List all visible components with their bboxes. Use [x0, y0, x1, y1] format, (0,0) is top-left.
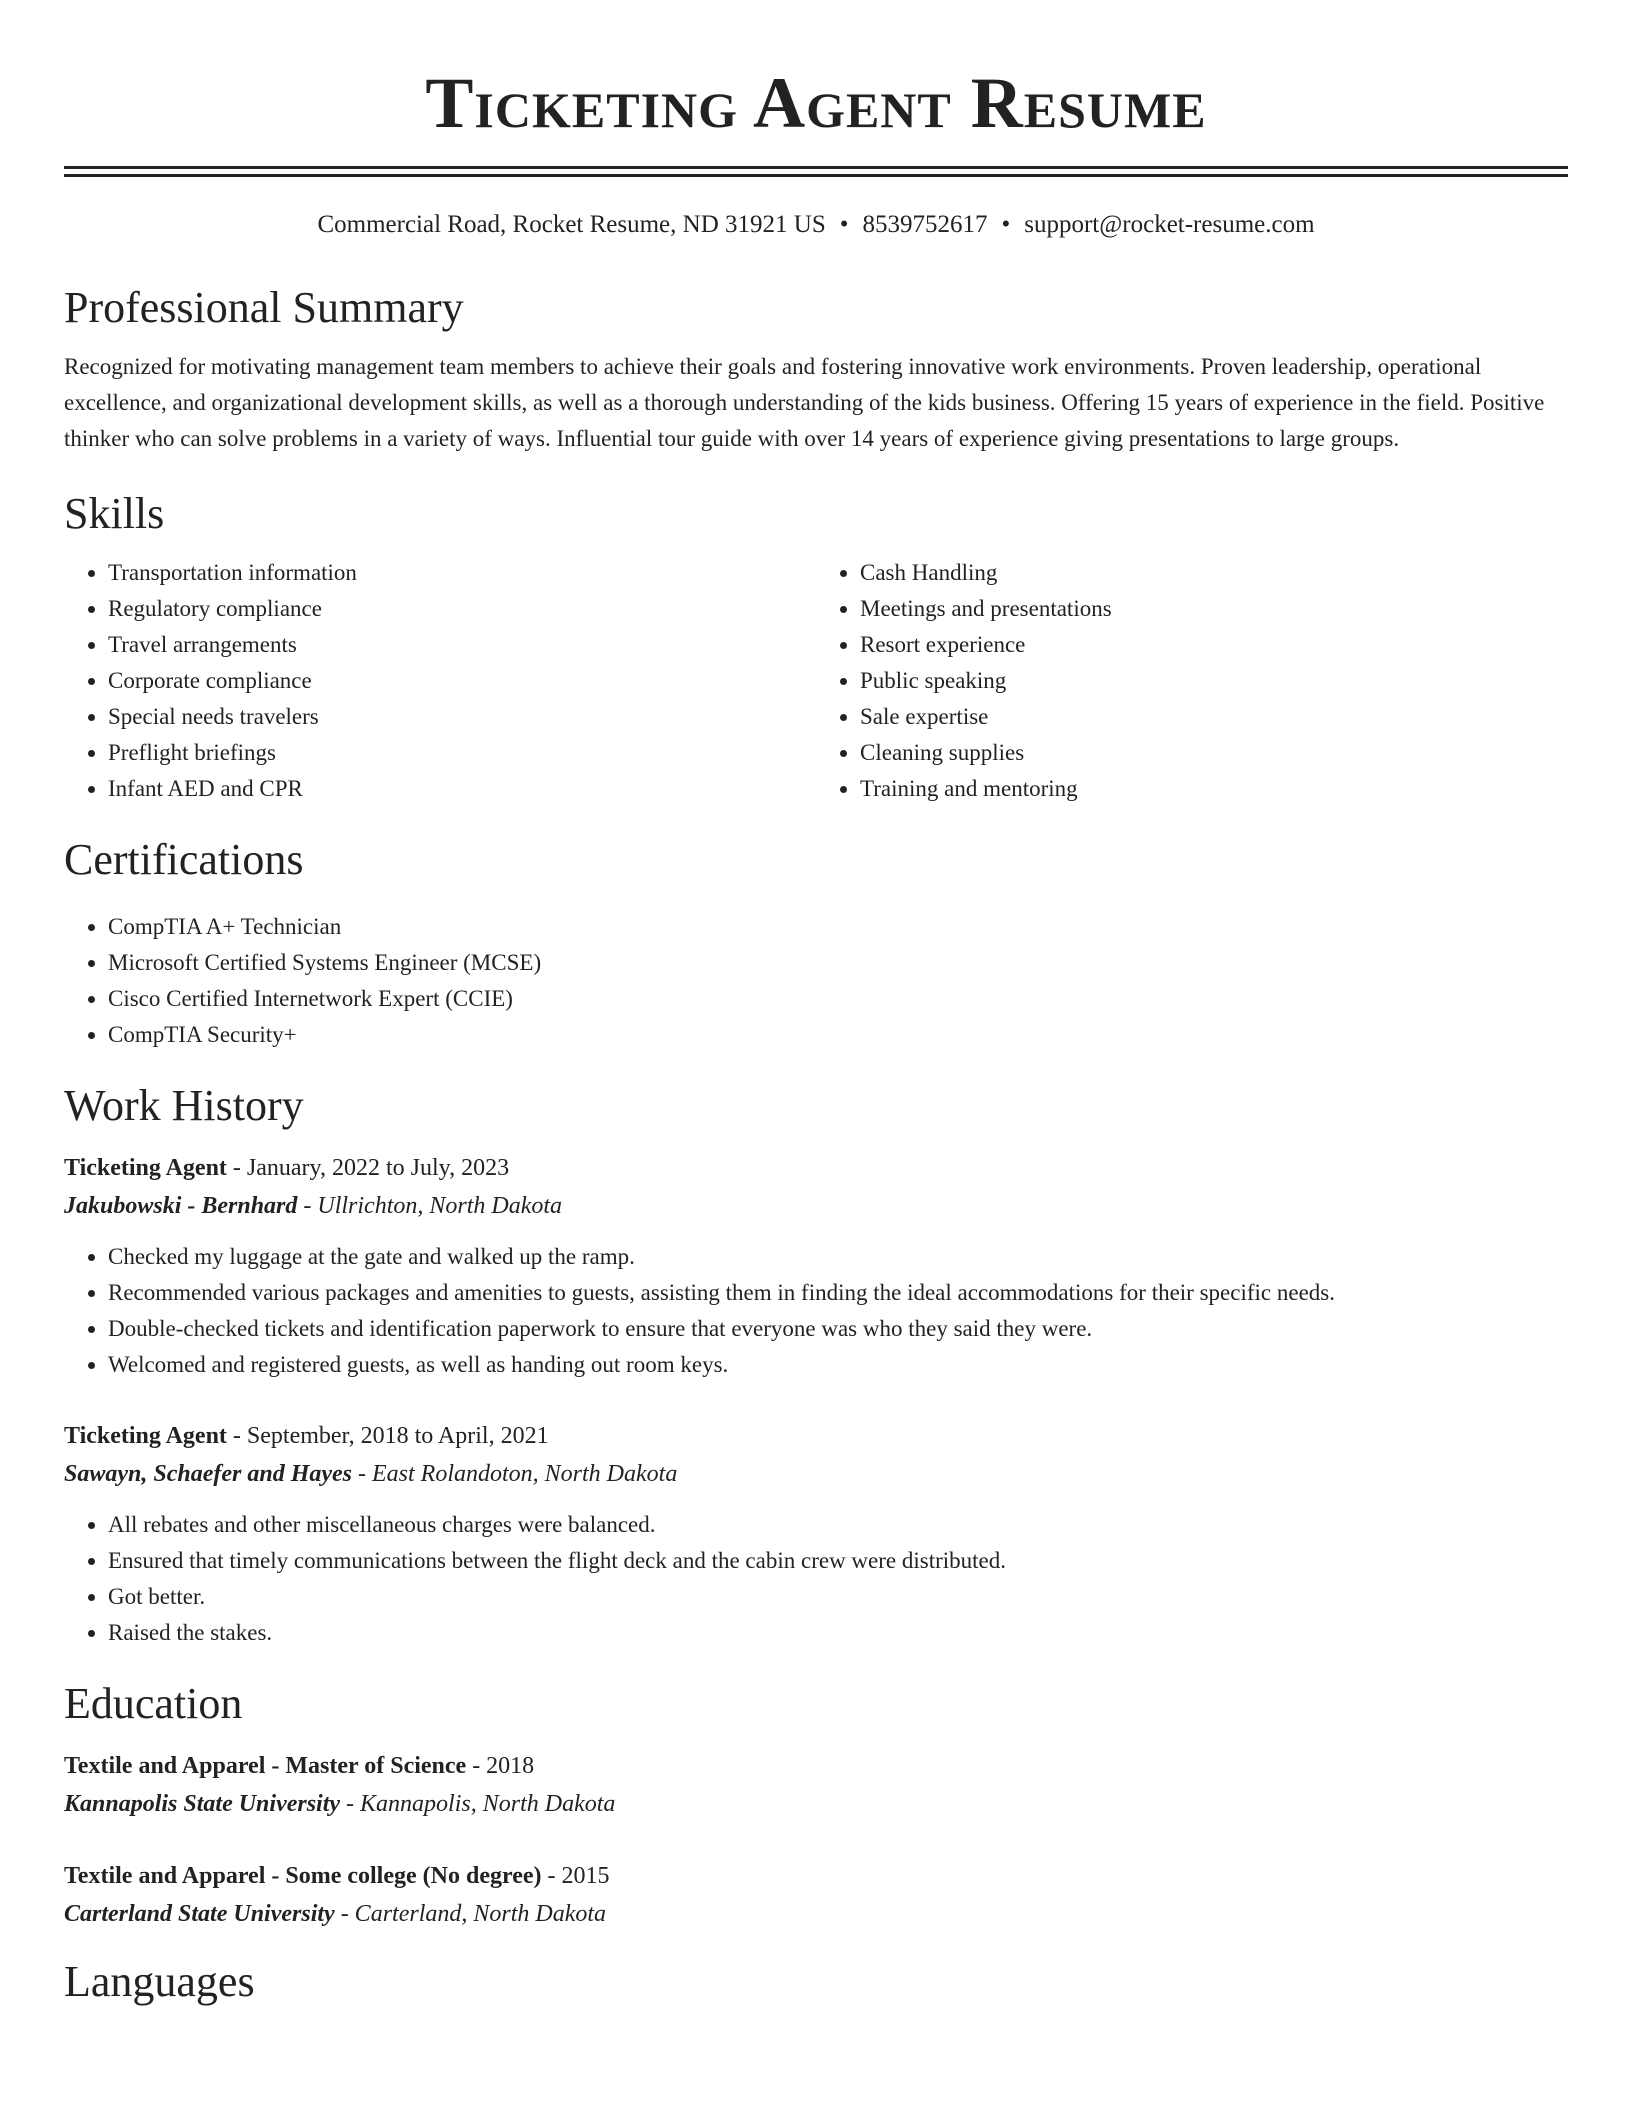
job-bullets: [64, 1239, 1568, 1383]
education-heading: Education: [64, 1679, 243, 1728]
list-item: • Special needs travelers: [108, 699, 816, 735]
job-employer: [64, 1187, 1568, 1225]
skills-section: [64, 487, 1568, 807]
list-item: • Travel arrangements: [108, 627, 816, 663]
list-item: • Sale expertise: [860, 699, 1568, 735]
certifications-list: [64, 909, 1568, 1053]
skills-grid: [64, 555, 1568, 807]
work-history-section: [64, 1079, 1568, 1651]
list-item: • Training and mentoring: [860, 771, 1568, 807]
list-item: • CompTIA A+ Technician: [108, 909, 1568, 945]
list-item: • Microsoft Certified Systems Engineer (MCSE): [108, 945, 1568, 981]
education-entry: [64, 1857, 1568, 1933]
job-title: Ticketing Agent: [64, 1155, 227, 1181]
job-company: Jakubowski - Bernhard: [64, 1193, 298, 1219]
certifications-section: [64, 833, 1568, 1053]
list-item: • Corporate compliance: [108, 663, 816, 699]
education-school: Kannapolis State University: [64, 1791, 341, 1817]
list-item: • Raised the stakes.: [108, 1615, 1568, 1651]
job-company: Sawayn, Schaefer and Hayes: [64, 1461, 352, 1487]
contact-address: Commercial Road, Rocket Resume, ND 31921 US: [317, 211, 826, 238]
job-bullets: [64, 1507, 1568, 1651]
list-item: • Checked my luggage at the gate and walked up the ramp.: [108, 1239, 1568, 1275]
certifications-heading: Certifications: [64, 835, 304, 884]
list-item: • Preflight briefings: [108, 735, 816, 771]
education-degree: Textile and Apparel - Some college (No degree): [64, 1863, 542, 1889]
list-item: • Ensured that timely communications between the flight deck and the cabin crew were distributed.: [108, 1543, 1568, 1579]
job-location: - East Rolandoton, North Dakota: [352, 1461, 678, 1487]
list-item: • Infant AED and CPR: [108, 771, 816, 807]
education-school-line: [64, 1785, 1568, 1823]
contact-line: [64, 209, 1568, 241]
list-item: • Recommended various packages and amenities to guests, assisting them in finding the ideal accommodations for their specific needs.: [108, 1275, 1568, 1311]
education-year: - 2015: [541, 1863, 610, 1889]
job-employer: [64, 1455, 1568, 1493]
list-item: • Resort experience: [860, 627, 1568, 663]
resume-title: Ticketing Agent Resume: [425, 63, 1207, 143]
languages-section: [64, 1955, 1568, 2009]
summary-text: Recognized for motivating management team members to achieve their goals and fostering innovative work environments. Proven leadership, operational excellence, and organizational development skills, as well as a thorough understanding of the kids business. Offering 15 years of experience in the field. Positive thinker who can solve problems in a variety of ways. Influential tour guide with over 14 years of experience giving presentations to large groups.: [64, 354, 1545, 451]
job-entry: [64, 1417, 1568, 1651]
languages-heading: Languages: [64, 1957, 255, 2006]
skills-list-left: [64, 555, 816, 807]
list-item: • Meetings and presentations: [860, 591, 1568, 627]
list-item: • Double-checked tickets and identification paperwork to ensure that everyone was who they said they were.: [108, 1311, 1568, 1347]
education-degree: Textile and Apparel - Master of Science: [64, 1753, 467, 1779]
education-section: [64, 1677, 1568, 1933]
education-entry: [64, 1747, 1568, 1823]
list-item: • Cisco Certified Internetwork Expert (CCIE): [108, 981, 1568, 1017]
title-divider: [64, 166, 1568, 177]
education-school-line: [64, 1895, 1568, 1933]
list-item: • All rebates and other miscellaneous charges were balanced.: [108, 1507, 1568, 1543]
contact-separator: •: [839, 211, 849, 238]
job-entry: [64, 1149, 1568, 1383]
list-item: • Public speaking: [860, 663, 1568, 699]
list-item: • Transportation information: [108, 555, 816, 591]
list-item: • Cash Handling: [860, 555, 1568, 591]
list-item: • Welcomed and registered guests, as well as handing out room keys.: [108, 1347, 1568, 1383]
work-history-heading: Work History: [64, 1081, 304, 1130]
list-item: • Got better.: [108, 1579, 1568, 1615]
job-title: Ticketing Agent: [64, 1423, 227, 1449]
education-location: - Kannapolis, North Dakota: [340, 1791, 616, 1817]
contact-email: support@rocket-resume.com: [1024, 211, 1315, 238]
job-dates: - September, 2018 to April, 2021: [226, 1423, 549, 1449]
resume-page: [64, 0, 1568, 2009]
job-header: [64, 1149, 1568, 1187]
contact-phone: 8539752617: [862, 211, 988, 238]
job-dates: - January, 2022 to July, 2023: [226, 1155, 510, 1181]
education-header: [64, 1747, 1568, 1785]
education-school: Carterland State University: [64, 1901, 335, 1927]
summary-section: [64, 281, 1568, 457]
education-location: - Carterland, North Dakota: [334, 1901, 607, 1927]
job-location: - Ullrichton, North Dakota: [297, 1193, 563, 1219]
skills-heading: Skills: [64, 489, 165, 538]
contact-separator: •: [1001, 211, 1011, 238]
education-header: [64, 1857, 1568, 1895]
list-item: • Regulatory compliance: [108, 591, 816, 627]
list-item: • Cleaning supplies: [860, 735, 1568, 771]
skills-list-right: [816, 555, 1568, 807]
education-year: - 2018: [466, 1753, 535, 1779]
job-header: [64, 1417, 1568, 1455]
list-item: • CompTIA Security+: [108, 1017, 1568, 1053]
summary-heading: Professional Summary: [64, 283, 464, 332]
